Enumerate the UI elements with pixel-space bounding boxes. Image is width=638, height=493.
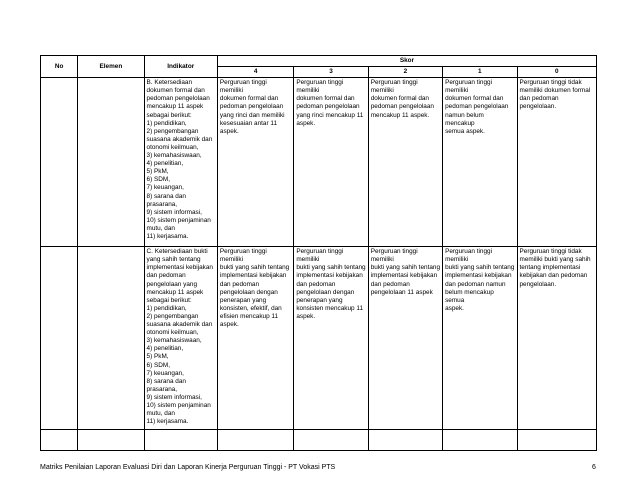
assessment-matrix-table — [40, 55, 597, 451]
cell-indikator — [144, 430, 217, 451]
header-elemen: Elemen — [78, 56, 144, 78]
cell-elemen — [78, 430, 144, 451]
header-score-4: 4 — [217, 67, 293, 78]
header-score-3: 3 — [294, 67, 368, 78]
cell-score-0: Perguruan tinggi tidak memiliki bukti yang sahih tentang implementasi kebijakan dan pedoman pengelolaan. — [517, 247, 597, 430]
header-skor: Skor — [217, 56, 596, 67]
cell-score-0: Perguruan tinggi tidak memiliki dokumen formal dan pedoman pengelolaan. — [517, 78, 597, 247]
cell-score-4: Perguruan tinggi memiliki bukti yang sahih tentang implementasi kebijakan dan pedoman pengelolaan dengan penerapan yang konsisten, efektif, dan efisien mencakup 11 aspek. — [217, 247, 293, 430]
cell-score-4: Perguruan tinggi memiliki dokumen formal dan pedoman pengelolaan yang rinci dan memiliki kesesuaian antar 11 aspek. — [217, 78, 293, 247]
cell-score-2: Perguruan tinggi memiliki dokumen formal dan pedoman pengelolaan mencakup 11 aspek. — [368, 78, 442, 247]
table-row — [41, 78, 597, 247]
header-no: No — [41, 56, 78, 78]
header-score-1: 1 — [443, 67, 517, 78]
cell-no — [41, 430, 78, 451]
cell-elemen — [78, 247, 144, 430]
header-score-2: 2 — [368, 67, 442, 78]
cell-elemen — [78, 78, 144, 247]
table-row — [41, 247, 597, 430]
table-row — [41, 430, 597, 451]
cell-score-2 — [368, 430, 442, 451]
cell-score-0 — [517, 430, 597, 451]
cell-score-3: Perguruan tinggi memiliki bukti yang sahih tentang implementasi kebijakan dan pedoman pengelolaan dengan penerapan yang konsisten mencakup 11 aspek. — [294, 247, 368, 430]
header-score-0: 0 — [517, 67, 597, 78]
cell-no — [41, 78, 78, 247]
cell-score-3 — [294, 430, 368, 451]
cell-score-1: Perguruan tinggi memiliki dokumen formal dan pedoman pengelolaan namun belum mencakup semua aspek. — [443, 78, 517, 247]
cell-score-4 — [217, 430, 293, 451]
table-header-row — [41, 56, 597, 67]
cell-score-1 — [443, 430, 517, 451]
cell-indikator: B. Ketersediaan dokumen formal dan pedoman pengelolaan mencakup 11 aspek sebagai berikut: 1) pendidikan, 2) pengembangan suasana akademik dan otonomi keilmuan, 3) kemahasiswaan, 4) penelitian, 5) PkM, 6) SDM, 7) keuangan, 8) sarana dan prasarana, 9) sistem informasi, 10) sistem penjaminan mutu, dan 11) kerjasama. — [144, 78, 217, 247]
cell-indikator: C. Ketersediaan bukti yang sahih tentang implementasi kebijakan dan pedoman pengelolaan yang mencakup 11 aspek sebagai berikut: 1) pendidikan, 2) pengembangan suasana akademik dan otonomi keilmuan, 3) kemahasiswaan, 4) penelitian, 5) PkM, 6) SDM, 7) keuangan, 8) sarana dan prasarana, 9) sistem informasi, 10) sistem penjaminan mutu, dan 11) kerjasama. — [144, 247, 217, 430]
cell-score-1: Perguruan tinggi memiliki bukti yang sahih tentang implementasi kebijakan dan pedoman namun belum mencakup semua aspek. — [443, 247, 517, 430]
cell-score-3: Perguruan tinggi memiliki dokumen formal dan pedoman pengelolaan yang rinci mencakup 11 aspek. — [294, 78, 368, 247]
cell-no — [41, 247, 78, 430]
header-indikator: Indikator — [144, 56, 217, 78]
cell-score-2: Perguruan tinggi memiliki bukti yang sahih tentang implementasi kebijakan dan pedoman pengelolaan 11 aspek — [368, 247, 442, 430]
footer-title: Matriks Penilaian Laporan Evaluasi Diri dan Laporan Kinerja Perguruan Tinggi - PT Vokasi PTS — [40, 464, 336, 471]
page-number: 6 — [592, 464, 596, 471]
